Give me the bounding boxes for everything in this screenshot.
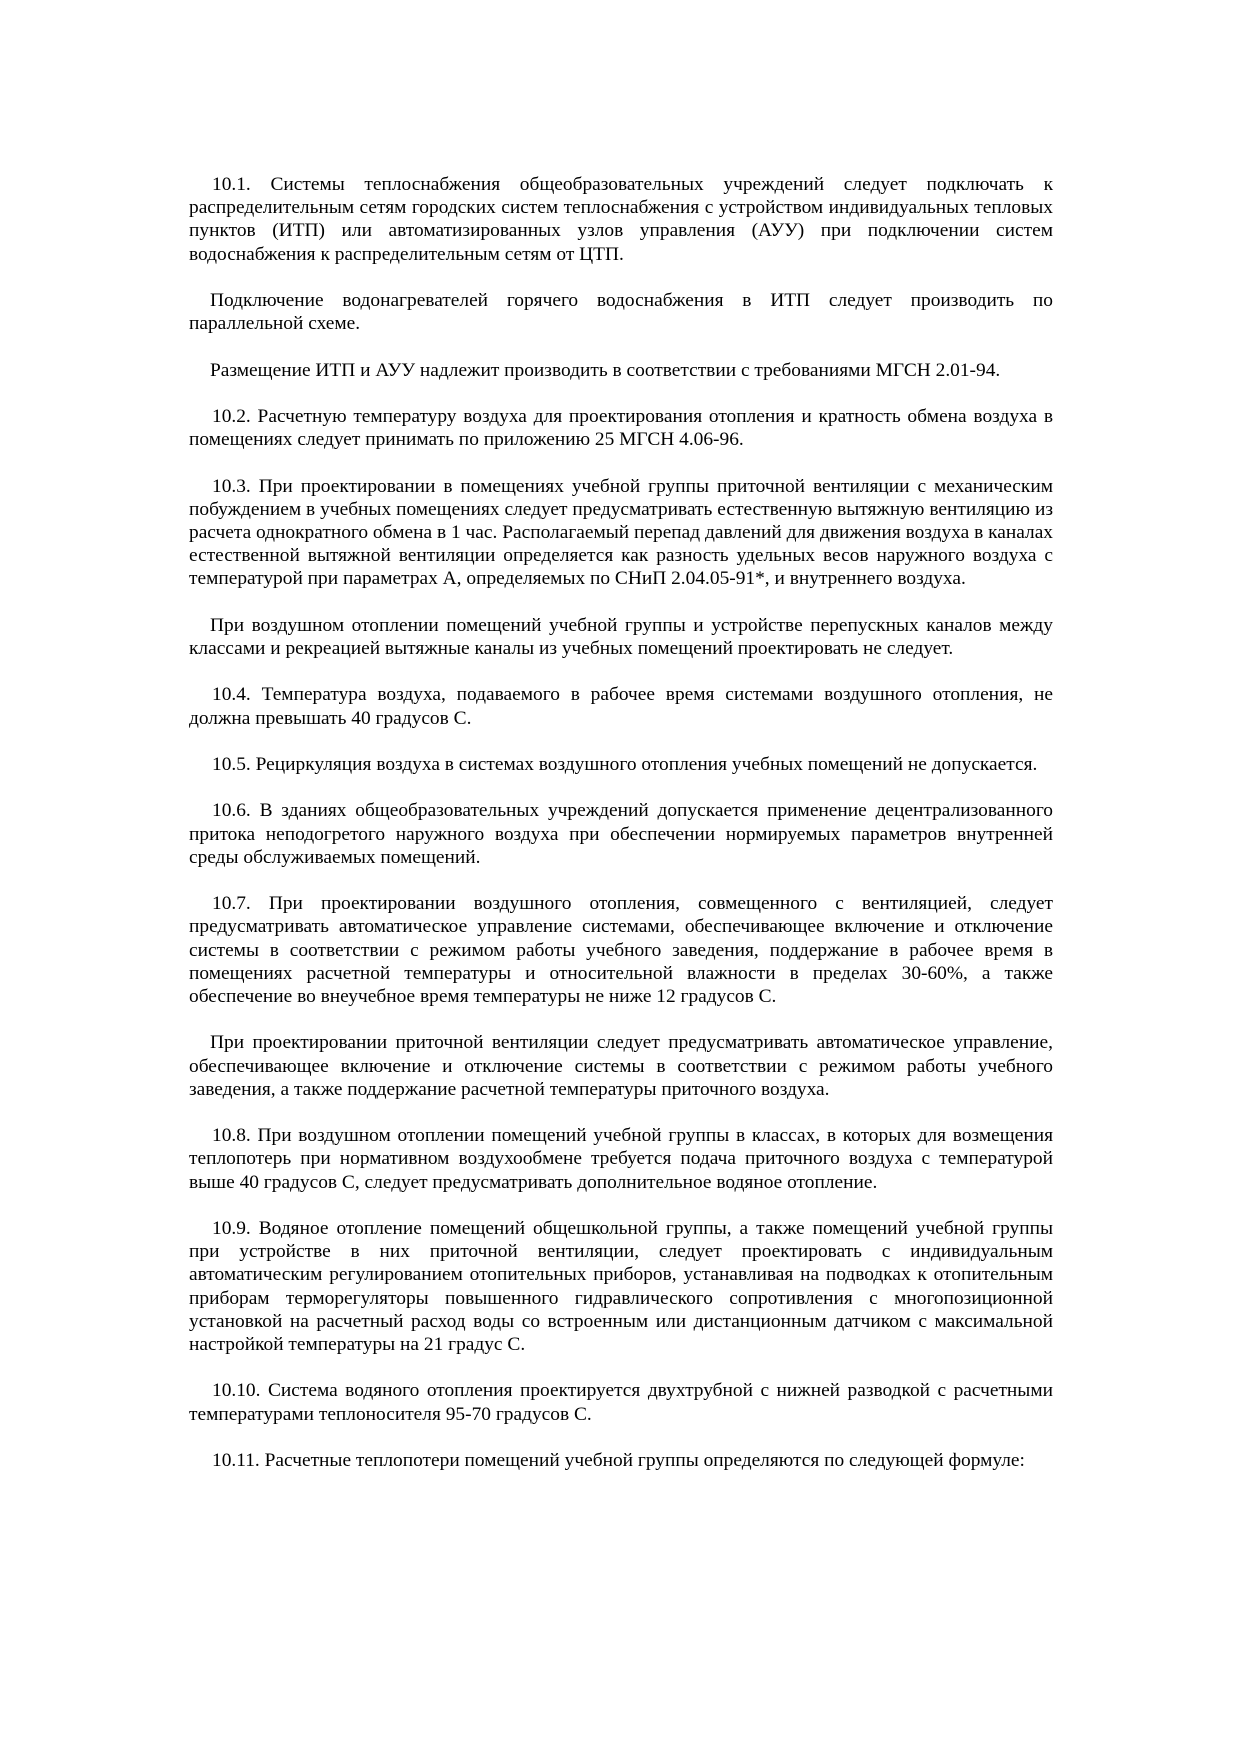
paragraph-10-10: 10.10. Система водяного отопления проектируется двухтрубной с нижней разводкой с расчетными температурами теплоносителя 95-70 градусов С. — [189, 1380, 1053, 1425]
paragraph-10-7: 10.7. При проектировании воздушного отопления, совмещенного с вентиляцией, следует предусматривать автоматическое управление системами, обеспечивающее включение и отключение системы в соответствии с режимом работы учебного заведения, поддержание в рабочее время в помещениях расчетной температуры и относительной влажности в пределах 30-60%, а также обеспечение во внеучебное время температуры не ниже 12 градусов С. — [189, 893, 1053, 1007]
paragraph-10-8: 10.8. При воздушном отоплении помещений учебной группы в классах, в которых для возмещения теплопотерь при нормативном воздухообмене требуется подача приточного воздуха с температурой выше 40 градусов С, следует предусматривать дополнительное водяное отопление. — [189, 1125, 1053, 1193]
paragraph-itp-connection: Подключение водонагревателей горячего водоснабжения в ИТП следует производить по параллельной схеме. — [189, 290, 1053, 335]
paragraph-supply-ventilation: При проектировании приточной вентиляции следует предусматривать автоматическое управление, обеспечивающее включение и отключение системы в соответствии с режимом работы учебного заведения, а также поддержание расчетной температуры приточного воздуха. — [189, 1032, 1053, 1100]
paragraph-10-9: 10.9. Водяное отопление помещений общешкольной группы, а также помещений учебной группы при устройстве в них приточной вентиляции, следует проектировать с индивидуальным автоматическим регулированием отопительных приборов, устанавливая на подводках к отопительным приборам терморегуляторы повышенного гидравлического сопротивления с многопозиционной установкой на расчетный расход воды со встроенным или дистанционным датчиком с максимальной настройкой температуры на 21 градус С. — [189, 1217, 1053, 1355]
paragraph-10-2: 10.2. Расчетную температуру воздуха для проектирования отопления и кратность обмена воздуха в помещениях следует принимать по приложению 25 МГСН 4.06-96. — [189, 405, 1053, 451]
paragraph-air-heating-channels: При воздушном отоплении помещений учебной группы и устройстве перепускных каналов между классами и рекреацией вытяжные каналы из учебных помещений проектировать не следует. — [189, 614, 1053, 659]
paragraph-10-1: 10.1. Системы теплоснабжения общеобразовательных учреждений следует подключать к распределительным сетям городских систем теплоснабжения с устройством индивидуальных тепловых пунктов (ИТП) или автоматизированных узлов управления (АУУ) при подключении систем водоснабжения к распределительным сетям от ЦТП. — [189, 174, 1053, 265]
paragraph-itp-placement: Размещение ИТП и АУУ надлежит производить в соответствии с требованиями МГСН 2.01-94. — [210, 359, 1001, 381]
paragraph-10-4: 10.4. Температура воздуха, подаваемого в рабочее время системами воздушного отопления, не должна превышать 40 градусов С. — [189, 684, 1053, 729]
document-page — [189, 173, 1053, 1495]
paragraph-10-11: 10.11. Расчетные теплопотери помещений учебной группы определяются по следующей формуле: — [212, 1449, 1025, 1471]
paragraph-10-6: 10.6. В зданиях общеобразовательных учреждений допускается применение децентрализованного притока неподогретого наружного воздуха при обеспечении нормируемых параметров внутренней среды обслуживаемых помещений. — [189, 800, 1053, 868]
paragraph-10-5: 10.5. Рециркуляция воздуха в системах воздушного отопления учебных помещений не допускается. — [212, 753, 1038, 775]
paragraph-10-3: 10.3. При проектировании в помещениях учебной группы приточной вентиляции с механическим побуждением в учебных помещениях следует предусматривать естественную вытяжную вентиляцию из расчета однократного обмена в 1 час. Располагаемый перепад давлений для движения воздуха в каналах естественной вытяжной вентиляции определяется как разность удельных весов наружного воздуха с температурой при параметрах А, определяемых по СНиП 2.04.05-91*, и внутреннего воздуха. — [189, 475, 1053, 590]
